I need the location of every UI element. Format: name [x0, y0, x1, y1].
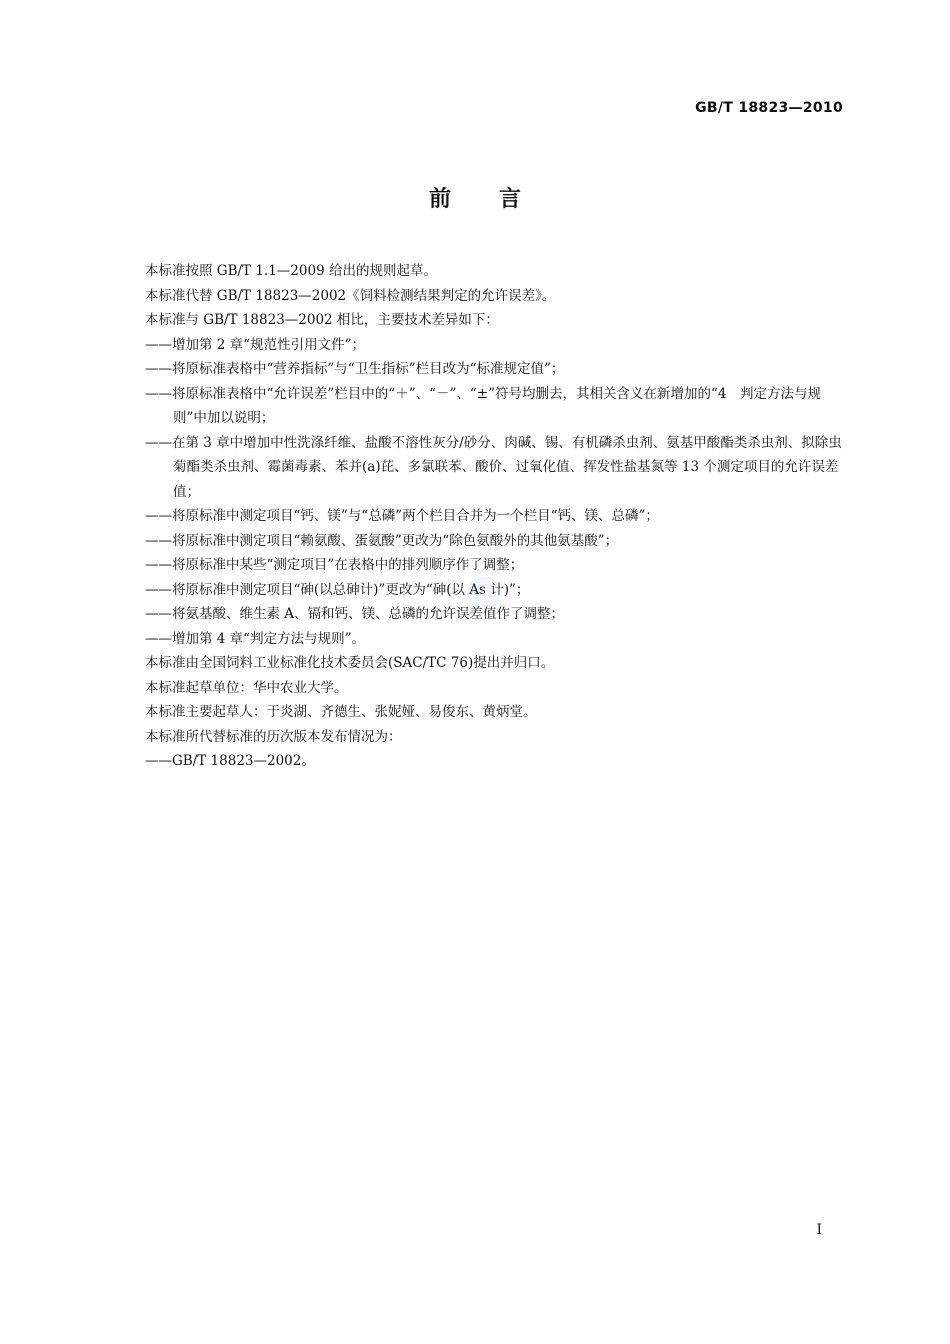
- preface-body: [145, 259, 845, 774]
- paragraph: 本标准主要起草人：于炎湖、齐德生、张妮娅、易俊东、黄炳堂。: [145, 704, 537, 720]
- list-item: ——将原标准中测定项目“钙、镁”与“总磷”两个栏目合并为一个栏目“钙、镁、总磷”；: [145, 508, 659, 524]
- paragraph: 本标准由全国饲料工业标准化技术委员会(SAC/TC 76)提出并归口。: [145, 655, 555, 671]
- list-item: ——将原标准中测定项目“砷(以总砷计)”更改为“砷(以 As 计)”；: [145, 581, 530, 598]
- list-item: ——增加第 2 章“规范性引用文件”；: [145, 336, 365, 353]
- standard-code: GB/T 18823—2010: [695, 100, 843, 116]
- list-item: ——在第 3 章中增加中性洗涤纤维、盐酸不溶性灰分/砂分、肉碱、锡、有机磷杀虫剂、氨基甲酸酯类杀虫剂、拟除虫菊酯类杀虫剂、霉菌毒素、苯并(a)芘、多氯联苯、酸价、过氧化值、挥发性盐基氮等 13 个测定项目的允许误差值；: [145, 434, 842, 500]
- watermark-mark: [466, 576, 500, 610]
- paragraph: 本标准所代替标准的历次版本发布情况为：: [145, 728, 402, 745]
- paragraph: 本标准起草单位：华中农业大学。: [145, 679, 348, 696]
- paragraph: 本标准与 GB/T 18823—2002 相比，主要技术差异如下：: [145, 312, 499, 328]
- list-item: ——将原标准中测定项目“赖氨酸、蛋氨酸”更改为“除色氨酸外的其他氨基酸”；: [145, 532, 619, 549]
- page-number: I: [816, 1222, 822, 1238]
- paragraph: 本标准按照 GB/T 1.1—2009 给出的规则起草。: [145, 263, 437, 279]
- page-title: 前言: [428, 187, 569, 212]
- list-item: ——GB/T 18823—2002。: [145, 753, 315, 769]
- list-item: ——增加第 4 章“判定方法与规则”。: [145, 630, 365, 647]
- list-item: ——将原标准中某些“测定项目”在表格中的排列顺序作了调整；: [145, 557, 524, 573]
- paragraph: 本标准代替 GB/T 18823—2002《饲料检测结果判定的允许误差》。: [145, 287, 556, 304]
- list-item: ——将原标准表格中“允许误差”栏目中的“＋”、“－”、“±”符号均删去，其相关含义在新增加的“4 判定方法与规则”中加以说明；: [145, 385, 822, 426]
- list-item: ——将原标准表格中“营养指标”与“卫生指标”栏目改为“标准规定值”；: [145, 361, 565, 377]
- list-item: ——将氨基酸、维生素 A、镉和钙、镁、总磷的允许误差值作了调整；: [145, 606, 565, 622]
